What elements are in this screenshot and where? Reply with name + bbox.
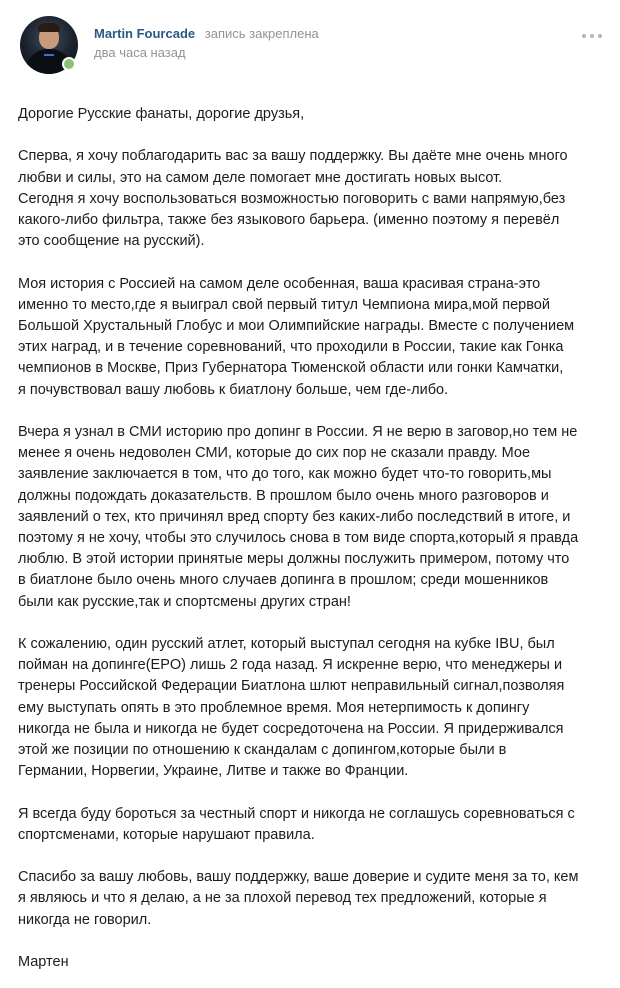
- post-text-line: Я всегда буду бороться за честный спорт и никогда не соглашусь соревноваться с: [18, 805, 575, 822]
- post-text-line: никогда не была и никогда не будет сосредоточена на России. Я придерживался: [18, 720, 564, 737]
- post-text-line: в биатлоне было очень много случаев допинга в прошлом; среди мошенников: [18, 572, 549, 589]
- post-header: [18, 16, 602, 80]
- post-paragraph: [18, 867, 618, 931]
- more-horizontal-icon[interactable]: [582, 32, 602, 40]
- post-paragraph: [18, 146, 618, 252]
- post-text-line: чемпионов в Москве, Приз Губернатора Тюменской области или гонки Камчатки,: [18, 360, 564, 377]
- post-text-line: спортсменами, которые нарушают правила.: [18, 826, 315, 843]
- post-text-line: Вчера я узнал в СМИ историю про допинг в России. Я не верю в заговор,но тем не: [18, 424, 578, 440]
- post-text-line: я почувствовал вашу любовь к биатлону больше, чем где-либо.: [18, 381, 449, 398]
- post-timestamp-link[interactable]: два часа назад: [94, 45, 186, 60]
- post-meta: [94, 16, 602, 61]
- post-text-line: Моя история с Россией на самом деле особенная, ваша красивая страна-это: [18, 275, 541, 292]
- post-paragraph: [18, 104, 618, 125]
- post-text-line: именно то место,где я выиграл свой первый титул Чемпиона мира,мой первой: [18, 296, 550, 313]
- post-text-line: ему выступать опять в это проблемное время. Моя нетерпимость к допингу: [18, 699, 530, 716]
- post-text-line: менее я очень недоволен СМИ, которые до сих пор не сказали правду. Мое: [18, 445, 531, 462]
- author-name-link[interactable]: Martin Fourcade: [94, 26, 196, 41]
- post-text-line: тренеры Российской Федерации Биатлона шлют неправильный сигнал,позволяя: [18, 678, 565, 695]
- post-text-line: я являюсь и что я делаю, а не за плохой перевод тех предложений, которые я: [18, 890, 547, 907]
- post-text-line: заявлений о тех, кто причинял вред спорту без каких-либо последствий в итоге, и: [18, 508, 571, 525]
- post-text-line: заявление заключается в том, что до того, как можно будет что-то говорить,мы: [18, 466, 552, 483]
- post-text-line: Германии, Норвегии, Украине, Литве и также во Франции.: [18, 763, 409, 780]
- post-text-line: любви и силы, это на самом деле помогает мне достигать новых высот.: [18, 169, 503, 186]
- post-paragraph: [18, 274, 618, 401]
- post-text-line: люблю. В этой истории принятые меры должны послужить примером, потому что: [18, 551, 570, 568]
- post-text-line: были как русские,так и спортсмены других стран!: [18, 593, 351, 610]
- post-text: [18, 104, 618, 973]
- post-text-line: Большой Хрустальный Глобус и мои Олимпийские награды. Вместе с получением: [18, 318, 575, 334]
- post-text-line: должны подождать доказательств. В прошлом было очень много разговоров и: [18, 487, 549, 504]
- post-paragraph: [18, 952, 618, 973]
- post-text-line: пойман на допинге(EPO) лишь 2 года назад. Я искренне верю, что менеджеры и: [18, 657, 563, 674]
- post-paragraph: [18, 634, 618, 782]
- post-text-line: поэтому я не хочу, чтобы это случилось снова в том виде спорта,который я правда: [18, 530, 579, 547]
- post-text-line: Спасибо за вашу любовь, вашу поддержку, ваше доверие и судите меня за то, кем: [18, 869, 579, 886]
- post-paragraph: [18, 422, 618, 613]
- post-text-line: этих наград, и в течение соревнований, что проходили в России, такие как Гонка: [18, 339, 564, 356]
- author-avatar[interactable]: [20, 16, 78, 74]
- post-text-line: это сообщение на русский).: [18, 233, 205, 250]
- post-text-line: никогда не говорил.: [18, 911, 152, 928]
- post-text-line: Сегодня я хочу воспользоваться возможностью поговорить с вами напрямую,без: [18, 190, 566, 207]
- post-text-line: Мартен: [18, 954, 69, 971]
- post-action-text: запись закреплена: [204, 26, 319, 41]
- post-text-line: этой же позиции по отношению к скандалам с допингом,которые были в: [18, 742, 507, 759]
- post-text-line: какого-либо фильтра, также без языкового барьера. (именно поэтому я перевёл: [18, 212, 560, 228]
- post-text-line: К сожалению, один русский атлет, который выступал сегодня на кубке IBU, был: [18, 636, 555, 653]
- post-text-line: Дорогие Русские фанаты, дорогие друзья,: [18, 106, 305, 122]
- post-text-line: Сперва, я хочу поблагодарить вас за вашу поддержку. Вы даёте мне очень много: [18, 148, 568, 165]
- post-paragraph: [18, 804, 618, 846]
- online-status-icon: [62, 57, 76, 71]
